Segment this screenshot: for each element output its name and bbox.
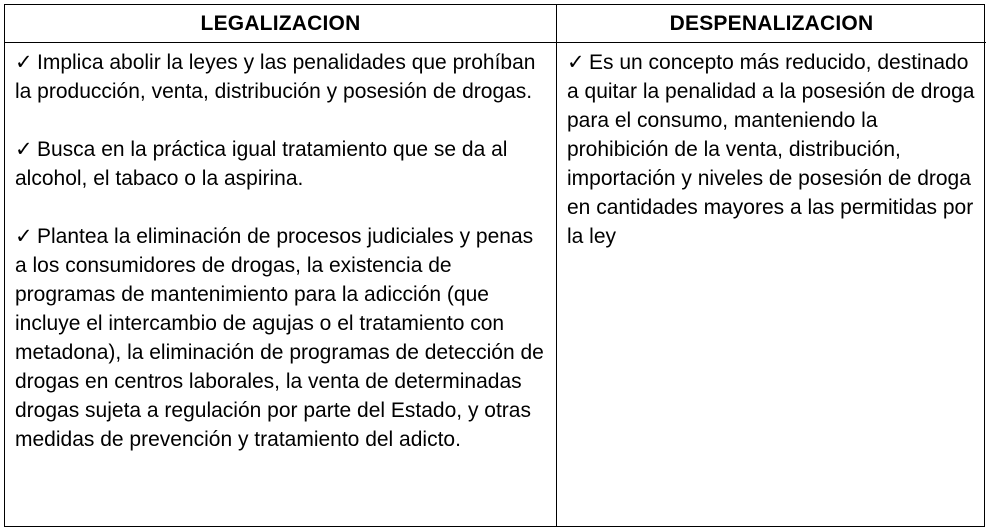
checkmark-icon: ✓ [15,225,33,248]
despenalizacion-cell [557,43,986,526]
legalizacion-point-3 [15,222,546,454]
legalizacion-point-3-text: Plantea la eliminación de procesos judiciales y penas a los consumidores de drogas, la existencia de programas de mantenimiento para la adicción (que incluye el intercambio de agujas o el tratamiento con metadona), la eliminación de programas de detección de drogas en centros laborales, la venta de determinadas drogas sujeta a regulación por parte del Estado, y otras medidas de prevención y tratamiento del adicto. [15,225,544,451]
checkmark-icon: ✓ [15,51,33,74]
legalizacion-point-2 [15,135,546,193]
legalizacion-point-1-text: Implica abolir la leyes y las penalidades que prohíban la producción, venta, distribución y posesión de drogas. [15,51,536,103]
legalizacion-cell [5,43,557,526]
checkmark-icon: ✓ [567,51,585,74]
legalizacion-point-1 [15,48,546,106]
legalizacion-point-2-text: Busca en la práctica igual tratamiento que se da al alcohol, el tabaco o la aspirina. [15,138,508,190]
checkmark-icon: ✓ [15,138,33,161]
despenalizacion-point-1 [567,48,976,251]
despenalizacion-point-1-text: Es un concepto más reducido, destinado a quitar la penalidad a la posesión de droga para el consumo, manteniendo la prohibición de la venta, distribución, importación y niveles de posesión de droga en cantidades mayores a las permitidas por la ley [567,51,975,248]
header-legalizacion: LEGALIZACION [5,5,557,43]
header-despenalizacion: DESPENALIZACION [557,5,986,43]
comparison-table [4,4,985,527]
